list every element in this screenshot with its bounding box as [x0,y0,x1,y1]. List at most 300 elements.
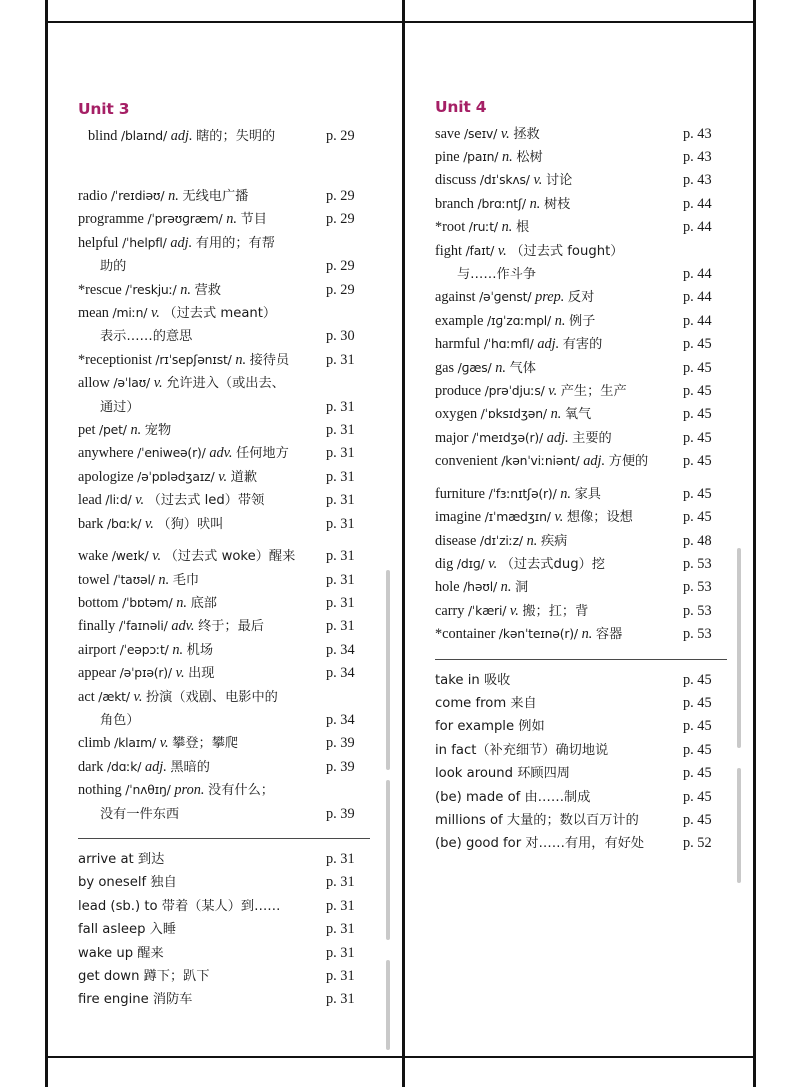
phrase-text: fall asleep 入睡 [78,922,177,938]
headword: save [435,125,464,142]
headword: dark [78,758,107,775]
phonetic-transcription: /rɪˈsepʃənɪst/ [155,351,236,367]
word-entry-row [78,779,370,802]
phonetic-transcription: /dɪɡ/ [456,555,489,571]
page-reference: p. 52 [683,835,712,852]
entry-text [78,569,199,592]
phonetic-transcription: /kənˈviːniənt/ [501,453,584,469]
word-entry-row [435,263,727,286]
scroll-mark [737,768,741,883]
entry-text [78,848,164,871]
entry-text [78,662,214,685]
page-reference: p. 29 [326,127,355,144]
word-entry-row [435,506,727,529]
phonetic-transcription: /ˈkæri/ [467,602,510,618]
word-entry-row [435,553,727,576]
part-of-speech: v. [153,375,167,392]
headword: programme [78,211,148,228]
phonetic-transcription: /blaɪnd/ [120,127,171,143]
part-of-speech: v. [497,242,511,259]
word-entry-row [435,169,727,192]
entry-text [435,286,594,309]
entry-text [435,623,622,646]
entry-text [78,302,276,325]
phrase-text: get down 蹲下；趴下 [78,969,210,984]
phonetic-transcription: /bɑːk/ [106,515,145,531]
entry-text [78,255,126,278]
part-of-speech: n. [180,281,195,298]
page-reference: p. 31 [326,897,355,914]
phonetic-transcription: /ˈnʌθɪŋ/ [125,782,175,798]
page-reference: p. 39 [326,735,355,752]
page-reference: p. 53 [683,555,712,572]
entry-text [435,169,572,192]
chinese-definition: 出现 [188,666,215,682]
entry-text [435,715,545,738]
phonetic-transcription: /həʊl/ [463,579,501,595]
phrase-text: wake up 醒来 [78,945,164,961]
phrase-entry-row [435,715,727,738]
chinese-definition: 无线电广播 [182,189,249,204]
headword: discuss [435,172,480,189]
word-entry-row [78,349,370,372]
entry-list-left [78,125,370,1012]
chinese-definition: 接待员 [249,352,290,368]
entry-text [78,442,289,465]
word-entry-row [78,325,370,348]
page-reference: p. 45 [683,429,712,446]
word-entry-row [78,569,370,592]
phrase-text: come from 来自 [435,695,537,711]
entry-text [78,895,280,918]
page-reference: p. 53 [683,626,712,643]
headword: branch [435,195,478,212]
part-of-speech: n. [526,532,541,549]
entry-text [78,871,177,894]
entry-text [435,669,510,692]
word-entry-row [435,576,727,599]
part-of-speech: n. [500,579,515,596]
headword: hole [435,579,464,596]
word-entry-row [435,483,727,506]
word-entry-row [435,450,727,473]
phonetic-transcription: /ˈeniweə(r)/ [137,445,210,461]
phrase-entry-row [78,918,370,941]
page-reference: p. 31 [326,921,355,938]
chinese-definition: 没有一件东西 [100,806,180,822]
headword: bottom [78,594,123,611]
page-reference: p. 45 [683,765,712,782]
word-entry-row [78,255,370,278]
word-entry-row [78,615,370,638]
chinese-definition: 方便的 [608,454,649,470]
headword: carry [435,602,468,619]
phonetic-transcription: /pet/ [99,422,131,438]
part-of-speech: n. [235,351,250,368]
phonetic-transcription: /ˈmeɪdʒə(r)/ [471,429,547,445]
phrase-text: by oneself 独自 [78,875,177,891]
phrase-text: fire engine 消防车 [78,992,193,1008]
part-of-speech: n. [168,188,183,204]
entry-text [78,779,274,802]
entry-text [78,942,164,965]
word-entry-row [78,513,370,536]
phonetic-transcription: /ˈreskjuː/ [125,281,181,297]
chinese-definition: 树枝 [543,196,571,212]
part-of-speech: n. [226,211,241,228]
phonetic-transcription: /ˈhɑːmfl/ [483,336,538,352]
entry-text [78,466,257,489]
page-reference: p. 53 [683,579,712,596]
chinese-definition: 疾病 [540,533,568,549]
chinese-definition: （过去式 fought） [510,243,624,259]
headword: finally [78,618,119,635]
part-of-speech: adj. [546,429,573,446]
entry-text [435,530,567,553]
page-reference: p. 45 [683,694,712,711]
chinese-definition: 拯救 [513,126,540,142]
page-reference: p. 44 [683,266,712,283]
entry-text [78,756,210,779]
chinese-definition: 例子 [569,313,596,329]
headword: allow [78,375,114,392]
phonetic-transcription: /ruːt/ [468,219,502,235]
page-reference: p. 31 [326,968,355,984]
entry-text [78,185,248,208]
entry-text [435,357,536,380]
phrase-entry-row [435,692,727,715]
part-of-speech: prep. [535,289,568,306]
page-reference: p. 45 [683,359,712,376]
page-reference: p. 34 [326,641,355,658]
chinese-definition: 通过） [100,399,140,415]
headword: radio [78,188,111,204]
headword: *root [435,219,469,236]
phonetic-transcription: /liːd/ [105,492,136,508]
phonetic-transcription: /brɑːntʃ/ [477,195,530,211]
word-entry-row [78,208,370,231]
entry-text [78,372,285,395]
headword: nothing [78,782,126,799]
part-of-speech: v. [488,555,501,572]
part-of-speech: v. [150,305,164,322]
group-spacer [78,176,370,185]
chinese-definition: 宠物 [144,423,172,439]
part-of-speech: adj. [170,127,197,144]
phrase-entry-row [78,871,370,894]
chinese-definition: 终于；最后 [198,619,264,635]
entry-text [435,403,591,426]
phrase-text: arrive at 到达 [78,851,165,867]
chinese-definition: 节目 [240,212,267,228]
phrase-text: lead (sb.) to 带着（某人）到…… [78,898,281,914]
chinese-definition: 洞 [514,580,529,596]
entry-text [435,310,595,333]
entry-text [435,263,536,286]
part-of-speech: n. [581,626,596,643]
word-entry-row [78,756,370,779]
phrase-entry-row [435,669,727,692]
phrase-entry-row [435,786,727,809]
entry-text [435,380,627,403]
group-spacer [435,474,727,483]
headword: pet [78,422,100,439]
chinese-definition: （过去式 led）带领 [147,493,265,509]
phonetic-transcription: /ɪˈmædʒɪn/ [484,509,555,525]
phonetic-transcription: /ˈɒksɪdʒən/ [480,406,551,422]
unit-heading-left: Unit 3 [78,100,130,118]
phrase-entry-row [435,739,727,762]
phonetic-transcription: /əˈɡenst/ [479,289,536,305]
entry-text [435,193,570,216]
entry-text [435,483,601,506]
page-reference: p. 29 [326,258,355,275]
headword: blind [88,127,121,144]
chinese-definition: 想像；设想 [566,510,633,526]
headword: wake [78,548,112,565]
page-reference: p. 31 [326,398,355,415]
headword: dig [435,555,457,572]
entry-text [435,240,623,263]
entry-text [78,918,176,941]
word-entry-row [435,286,727,309]
phrase-text: for example 例如 [435,719,545,735]
chinese-definition: （过去式 woke）醒来 [164,549,296,565]
phonetic-transcription: /əˈlaʊ/ [113,375,154,391]
headword: fight [435,242,466,259]
headword: furniture [435,485,489,502]
phrase-entry-row [78,895,370,918]
word-entry-row [78,279,370,302]
word-entry-row [435,357,727,380]
phonetic-transcription: /ˈbɒtəm/ [122,594,177,610]
entry-text [435,692,537,715]
phrase-entry-row [435,809,727,832]
word-entry-row [435,623,727,646]
entry-text [78,803,179,826]
word-entry-row [435,427,727,450]
phonetic-transcription: /klaɪm/ [114,735,160,751]
entry-text [78,639,213,662]
page-reference: p. 48 [683,532,712,549]
part-of-speech: n. [158,571,173,588]
page-reference: p. 45 [683,718,712,735]
part-of-speech: v. [218,468,231,485]
chinese-definition: （过去式 meant） [163,306,277,322]
part-of-speech: v. [144,515,158,532]
headword: helpful [78,234,123,251]
headword: *rescue [78,281,126,298]
chinese-definition: 容器 [595,627,623,643]
part-of-speech: v. [135,492,148,509]
part-of-speech: n. [130,422,145,439]
group-spacer [78,536,370,545]
part-of-speech: v. [159,735,173,752]
phrase-entry-row [78,965,370,988]
phrase-text: millions of 大量的；数以百万计的 [435,812,639,828]
part-of-speech: adj. [583,453,609,470]
entry-text [435,333,602,356]
chinese-definition: 助的 [100,259,127,275]
headword: major [435,429,472,446]
entry-text [435,553,605,576]
entry-text [78,615,264,638]
page-reference: p. 31 [326,492,355,509]
part-of-speech: adv. [209,445,237,462]
scroll-mark [386,570,390,770]
part-of-speech: v. [152,548,165,565]
page-reference: p. 34 [326,711,355,728]
entry-text [435,123,540,146]
entry-text [78,592,217,615]
page-reference: p. 31 [326,618,355,635]
chinese-definition: 氧气 [564,407,592,423]
word-entry-row [435,403,727,426]
phrase-entry-row [78,942,370,965]
word-entry-row [435,240,727,263]
headword: convenient [435,453,502,470]
headword: imagine [435,509,485,526]
headword: oxygen [435,406,481,423]
word-entry-row [78,232,370,255]
word-entry-row [78,372,370,395]
phonetic-transcription: /paɪn/ [463,149,503,164]
word-entry-row [78,125,370,148]
part-of-speech: n. [550,406,565,423]
page-reference: p. 44 [683,312,712,329]
headword: *receptionist [78,351,156,368]
page-reference: p. 44 [683,219,712,236]
part-of-speech: n. [529,195,544,212]
entry-text [435,146,543,169]
word-entry-row [78,592,370,615]
page-reference: p. 43 [683,125,712,142]
word-entry-row [435,600,727,623]
headword: act [78,688,99,705]
word-entry-row [78,489,370,512]
unit-heading-right: Unit 4 [435,98,487,116]
headword: appear [78,665,120,682]
entry-text [78,349,289,372]
page-reference: p. 45 [683,336,712,353]
phonetic-transcription: /dɪˈskʌs/ [479,172,534,188]
word-entry-row [78,732,370,755]
chinese-definition: 气体 [509,360,536,376]
headword: bark [78,515,107,532]
chinese-definition: 家具 [574,486,601,502]
part-of-speech: v. [548,383,561,400]
phonetic-transcription: /ˈtaʊəl/ [113,571,159,587]
entry-text [435,506,633,529]
chinese-definition: 产生；生产 [560,384,627,400]
chinese-definition: 营救 [194,282,221,298]
entry-text [435,216,529,239]
group-spacer [78,148,370,176]
word-entry-row [78,419,370,442]
headword: against [435,289,480,306]
word-entry-row [78,466,370,489]
part-of-speech: n. [172,641,187,658]
phonetic-transcription: /prəˈdjuːs/ [484,383,549,399]
chinese-definition: 与……作斗争 [457,267,537,283]
phrase-text: (be) made of 由……制成 [435,789,591,805]
part-of-speech: pron. [174,782,209,799]
chinese-definition: 根 [515,220,530,236]
page-reference: p. 31 [326,594,355,611]
part-of-speech: adj. [170,234,196,251]
word-entry-row [78,686,370,709]
headword: apologize [78,468,138,485]
chinese-definition: 攀登；攀爬 [172,736,239,752]
headword: anywhere [78,445,138,462]
entry-text [435,450,648,473]
word-entry-row [435,333,727,356]
headword: example [435,312,488,329]
page-reference: p. 44 [683,289,712,306]
page-reference: p. 31 [326,850,355,867]
page-reference: p. 31 [326,351,355,368]
page-reference: p. 45 [683,671,712,688]
vocabulary-column-right [405,0,757,1087]
part-of-speech: v. [554,509,567,526]
part-of-speech: v. [533,172,546,189]
chinese-definition: 瞎的；失明的 [196,128,276,144]
phonetic-transcription: /ˈeəpɔːt/ [119,641,173,657]
entry-text [435,832,644,855]
page-reference: p. 45 [683,383,712,400]
phonetic-transcription: /weɪk/ [111,548,153,564]
page-reference: p. 45 [683,811,712,828]
phonetic-transcription: /ˈprəʊɡræm/ [147,211,227,227]
page-reference: p. 45 [683,741,712,758]
entry-text [78,125,275,148]
word-entry-row [78,302,370,325]
chinese-definition: 毛巾 [172,572,200,588]
phonetic-transcription: /ˈfɜːnɪtʃə(r)/ [488,485,561,501]
chinese-definition: 任何地方 [236,446,289,462]
chinese-definition: 表示……的意思 [100,329,193,345]
phonetic-transcription: /kənˈteɪnə(r)/ [498,626,582,642]
part-of-speech: v. [500,125,514,142]
entry-text [78,965,210,988]
entry-text [435,427,612,450]
page-reference: p. 31 [326,991,355,1008]
page-reference: p. 31 [326,515,355,532]
word-entry-row [78,545,370,568]
headword: *container [435,626,499,643]
phonetic-transcription: /əˈpɪə(r)/ [119,665,176,681]
scroll-mark [737,548,741,748]
phonetic-transcription: /ɪɡˈzɑːmpl/ [487,312,555,328]
scroll-mark [386,780,390,940]
word-entry-row [78,662,370,685]
phonetic-transcription: /dɪˈziːz/ [479,532,527,548]
chinese-definition: 允许进入（或出去、 [166,376,285,392]
part-of-speech: adj. [537,336,563,353]
entry-text [78,545,295,568]
page-reference: p. 31 [326,571,355,588]
page-reference: p. 45 [683,453,712,470]
headword: harmful [435,336,484,353]
phrase-text: (be) good for 对……有用，有好处 [435,836,645,852]
word-entry-row [78,709,370,732]
entry-text [78,513,223,536]
entry-text [78,208,267,231]
entry-text [78,279,221,302]
section-separator [78,838,370,839]
page-reference: p. 43 [683,149,712,165]
word-entry-row [78,803,370,826]
